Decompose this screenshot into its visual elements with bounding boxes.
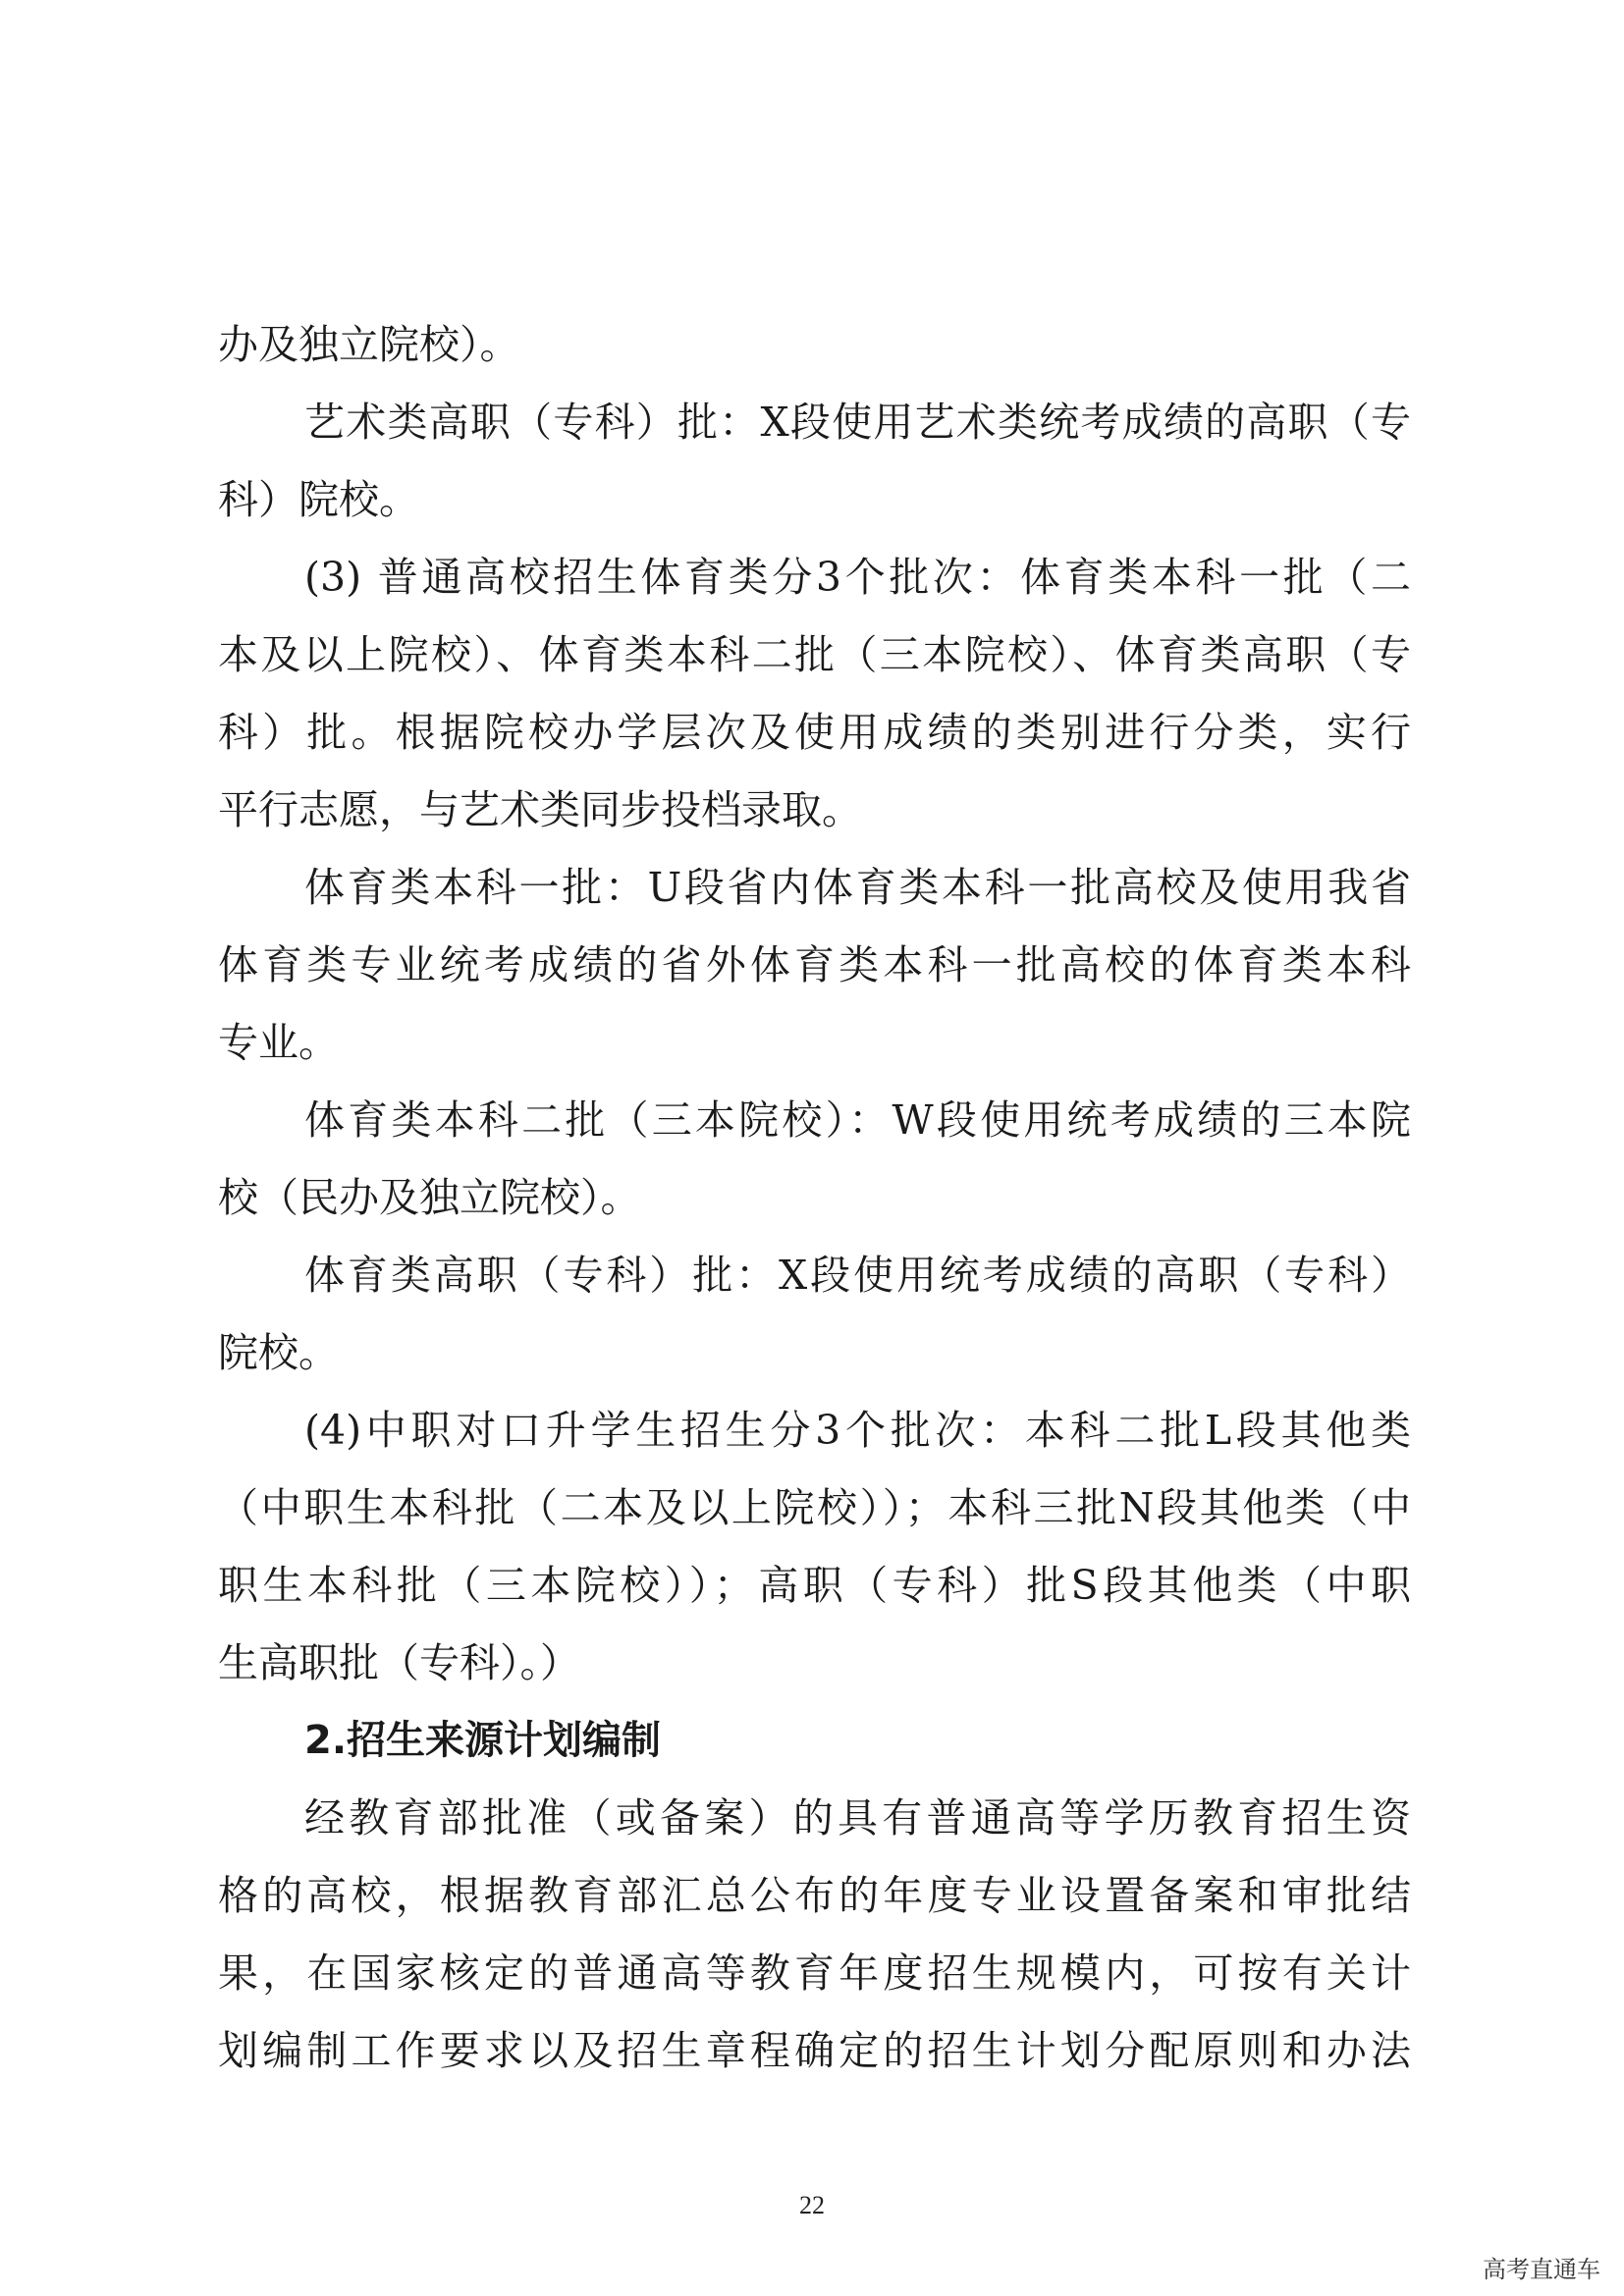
text-line: 经教育部批准（或备案）的具有普通高等学历教育招生资: [304, 1794, 1411, 1842]
text-line: 院校。: [218, 1329, 339, 1376]
text-line: 体育类高职（专科）批：X段使用统考成绩的高职（专科）: [304, 1252, 1411, 1299]
text-line: 格的高校，根据教育部汇总公布的年度专业设置备案和审批结: [218, 1872, 1411, 1919]
text-line: 专业。: [218, 1019, 339, 1066]
text-line: 科）批。根据院校办学层次及使用成绩的类别进行分类，实行: [218, 709, 1411, 756]
text-line: 体育类专业统考成绩的省外体育类本科一批高校的体育类本科: [218, 941, 1411, 988]
page-number: 22: [799, 2191, 825, 2219]
text-line: 划编制工作要求以及招生章程确定的招生计划分配原则和办法: [218, 2027, 1411, 2074]
text-line: 职生本科批（三本院校））；高职（专科）批S段其他类（中职: [218, 1562, 1411, 1609]
text-line: 科）院校。: [218, 476, 419, 523]
text-line: （中职生本科批（二本及以上院校））；本科三批N段其他类（中: [218, 1484, 1411, 1531]
text-line: (4)中职对口升学生招生分3个批次：本科二批L段其他类: [304, 1407, 1411, 1454]
text-line: (3) 普通高校招生体育类分3个批次：体育类本科一批（二: [304, 554, 1411, 601]
text-line: 办及独立院校）。: [218, 321, 520, 368]
text-line: 本及以上院校）、体育类本科二批（三本院校）、体育类高职（专: [218, 631, 1411, 678]
text-line: 生高职批（专科）。）: [218, 1639, 580, 1686]
text-line: 果，在国家核定的普通高等教育年度招生规模内，可按有关计: [218, 1949, 1411, 1997]
watermark: 高考直通车: [1483, 2256, 1600, 2283]
section-heading: 2.招生来源计划编制: [304, 1718, 662, 1763]
text-line: 体育类本科一批：U段省内体育类本科一批高校及使用我省: [304, 864, 1411, 911]
text-line: 艺术类高职（专科）批：X段使用艺术类统考成绩的高职（专: [304, 399, 1411, 446]
text-line: 体育类本科二批（三本院校）：W段使用统考成绩的三本院: [304, 1096, 1411, 1144]
text-line: 平行志愿，与艺术类同步投档录取。: [218, 786, 862, 833]
document-body: [218, 306, 1411, 2090]
text-line: 校（民办及独立院校）。: [218, 1174, 641, 1221]
